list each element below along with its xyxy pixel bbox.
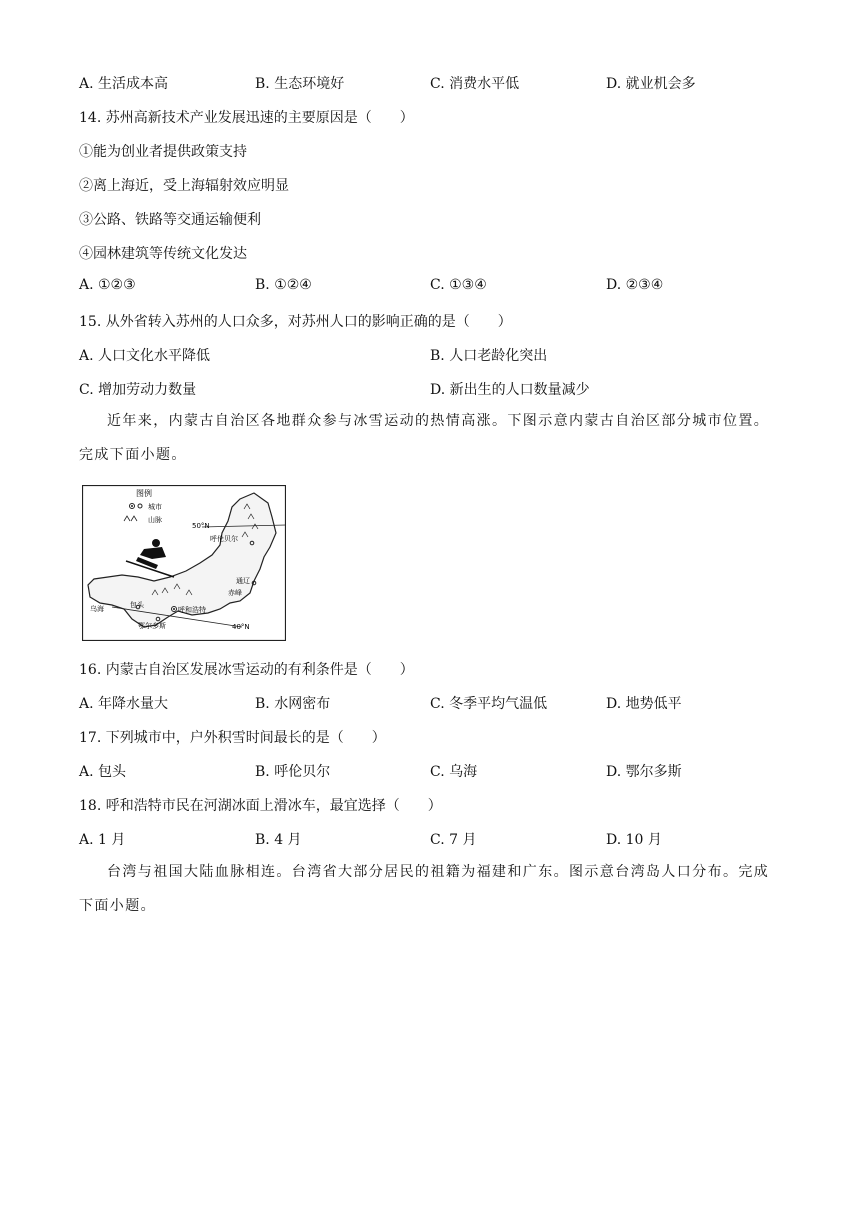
q18-options-row — [0, 829, 860, 849]
q14-option-d[interactable]: D. ②③④ — [606, 277, 664, 293]
q17-stem: 17. 下列城市中，户外积雪时间最长的是（ ） — [79, 730, 386, 746]
q14-stem: 14. 苏州高新技术产业发展迅速的主要原因是（ ） — [79, 110, 414, 126]
q13-option-b[interactable]: B. 生态环境好 — [255, 76, 345, 92]
q17-option-d[interactable]: D. 鄂尔多斯 — [606, 764, 682, 780]
intro-inner-mongolia: 近年来，内蒙古自治区各地群众参与冰雪运动的热情高涨。下图示意内蒙古自治区部分城市位置。完成下面小题。 — [79, 413, 770, 463]
q14-statement-4: ④园林建筑等传统文化发达 — [79, 246, 247, 262]
q14-statement-2: ②离上海近，受上海辐射效应明显 — [79, 178, 289, 194]
q18-option-d[interactable]: D. 10 月 — [606, 832, 662, 848]
q14-option-c[interactable]: C. ①③④ — [430, 277, 487, 293]
city-hulunbuir: 呼伦贝尔 — [210, 535, 238, 543]
q14-option-a[interactable]: A. ①②③ — [79, 277, 136, 293]
q13-option-c[interactable]: C. 消费水平低 — [430, 76, 520, 92]
q15-option-b[interactable]: B. 人口老龄化突出 — [430, 348, 548, 364]
q17-options-row — [0, 761, 860, 781]
q13-options-row — [0, 73, 860, 93]
q16-options-row — [0, 693, 860, 713]
q18-stem: 18. 呼和浩特市民在河湖冰面上滑冰车，最宜选择（ ） — [79, 798, 442, 814]
lat-50-label: 50°N — [192, 522, 210, 530]
q16-option-b[interactable]: B. 水网密布 — [255, 696, 331, 712]
city-ordos: 鄂尔多斯 — [138, 622, 166, 630]
lat-40-label: 40°N — [232, 623, 250, 631]
legend-title: 图例 — [136, 489, 152, 498]
city-hohhot: 呼和浩特 — [178, 606, 206, 614]
q16-option-a[interactable]: A. 年降水量大 — [79, 696, 169, 712]
q17-option-c[interactable]: C. 乌海 — [430, 764, 478, 780]
inner-mongolia-map — [82, 485, 286, 641]
legend-mountain-label: 山脉 — [148, 516, 162, 524]
q14-option-b[interactable]: B. ①②④ — [255, 277, 312, 293]
city-wuhai: 乌海 — [90, 605, 104, 613]
legend-city-label: 城市 — [148, 503, 162, 511]
q16-option-d[interactable]: D. 地势低平 — [606, 696, 682, 712]
q18-option-c[interactable]: C. 7 月 — [430, 832, 477, 848]
q15-option-a[interactable]: A. 人口文化水平降低 — [79, 348, 211, 364]
q14-options-row — [0, 277, 860, 297]
q17-option-b[interactable]: B. 呼伦贝尔 — [255, 764, 331, 780]
q15-options-row-2 — [0, 379, 860, 399]
intro-taiwan: 台湾与祖国大陆血脉相连。台湾省大部分居民的祖籍为福建和广东。图示意台湾岛人口分布。完成下面小题。 — [79, 864, 770, 914]
q14-statement-3: ③公路、铁路等交通运输便利 — [79, 212, 261, 228]
q16-option-c[interactable]: C. 冬季平均气温低 — [430, 696, 548, 712]
q15-option-d[interactable]: D. 新出生的人口数量减少 — [430, 382, 590, 398]
q18-option-a[interactable]: A. 1 月 — [79, 832, 126, 848]
q18-option-b[interactable]: B. 4 月 — [255, 832, 302, 848]
city-chifeng: 赤峰 — [228, 589, 242, 597]
q15-options-row-1 — [0, 345, 860, 365]
q13-option-a[interactable]: A. 生活成本高 — [79, 76, 169, 92]
q16-stem: 16. 内蒙古自治区发展冰雪运动的有利条件是（ ） — [79, 662, 414, 678]
q13-option-d[interactable]: D. 就业机会多 — [606, 76, 696, 92]
q15-option-c[interactable]: C. 增加劳动力数量 — [79, 382, 197, 398]
q15-stem: 15. 从外省转入苏州的人口众多，对苏州人口的影响正确的是（ ） — [79, 314, 512, 330]
q14-statement-1: ①能为创业者提供政策支持 — [79, 144, 247, 160]
city-baotou: 包头 — [130, 601, 144, 609]
city-tongliao: 通辽 — [236, 577, 250, 585]
q17-option-a[interactable]: A. 包头 — [79, 764, 127, 780]
